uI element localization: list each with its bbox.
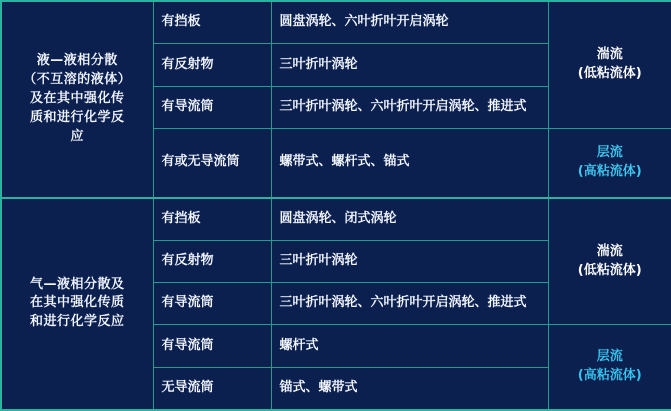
process-line-3: 及在其中强化传 [29,90,125,106]
flow-cell-laminar-1 [548,128,671,198]
process-line-2: （不互溶的液体） [23,72,132,88]
impeller-cell-r9: 锚式、螺带式 [271,367,548,410]
internal-cell-r6: 有反射物 [153,241,271,283]
internal-cell-r3: 有导流筒 [153,86,271,128]
impeller-cell-r7: 三叶折叶涡轮、六叶折叶开启涡轮、推进式 [271,283,548,325]
flow-cell-turbulent-1 [548,1,671,128]
flow-sub-label: (低粘流体) [577,262,642,278]
flow-sub-label: (高粘流体) [577,163,642,179]
process-cell-liquid-liquid [1,1,153,198]
internal-cell-r2: 有反射物 [153,44,271,86]
flow-sub-label: (低粘流体) [577,65,642,81]
process-line-5: 应 [70,128,84,144]
impeller-cell-r5: 圆盘涡轮、闭式涡轮 [271,198,548,241]
impeller-cell-r2: 三叶折叶涡轮 [271,44,548,86]
internal-cell-r1: 有挡板 [153,1,271,44]
flow-main-label: 层流 [596,349,623,365]
internal-cell-r7: 有导流筒 [153,283,271,325]
internal-cell-r8: 有导流筒 [153,325,271,367]
impeller-cell-r8: 螺杆式 [271,325,548,367]
flow-cell-laminar-2 [548,325,671,410]
impeller-cell-r3: 三叶折叶涡轮、六叶折叶开启涡轮、推进式 [271,86,548,128]
process-line-4: 质和进行化学反 [29,109,125,125]
impeller-cell-r1: 圆盘涡轮、六叶折叶开启涡轮 [271,1,548,44]
flow-main-label: 湍流 [596,47,623,62]
table-row [1,198,671,241]
impeller-cell-r6: 三叶折叶涡轮 [271,241,548,283]
flow-sub-label: (高粘流体) [577,368,642,384]
process-line-1: 液—液相分散 [36,53,118,69]
process-cell-gas-liquid [1,198,153,410]
impeller-cell-r4: 螺带式、螺杆式、锚式 [271,128,548,198]
process-line-1: 气—液相分散及 [29,276,125,292]
internal-cell-r4: 有或无导流筒 [153,128,271,198]
process-line-2: 在其中强化传质 [29,295,125,311]
internal-cell-r5: 有挡板 [153,198,271,241]
table-row [1,1,671,44]
flow-main-label: 层流 [596,144,623,160]
internal-cell-r9: 无导流筒 [153,367,271,410]
flow-main-label: 湍流 [596,243,623,259]
process-line-3: 和进行化学反应 [29,314,125,330]
flow-cell-turbulent-2 [548,198,671,325]
